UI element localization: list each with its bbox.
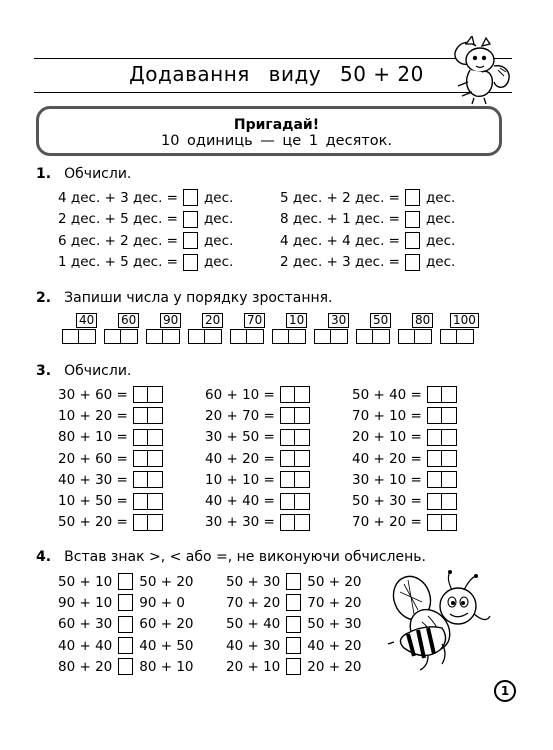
task3-answer-box[interactable]: [442, 514, 457, 531]
task1-answer-box[interactable]: [405, 254, 420, 271]
task3-expression: 40 + 20 =: [352, 450, 422, 467]
task4-sign-box[interactable]: [118, 637, 133, 654]
task1-heading: [36, 163, 131, 182]
task1-expression: 4 дес. + 3 дес. =: [58, 189, 178, 206]
task3-row: [58, 512, 163, 533]
task3-instruction: Обчисли.: [64, 363, 132, 379]
task2-answer-box[interactable]: [205, 329, 222, 344]
task3-answer-box[interactable]: [295, 514, 310, 531]
task3-answer-box[interactable]: [427, 386, 442, 403]
task3-row: [205, 405, 310, 426]
task1-unit: дес.: [203, 254, 234, 271]
task4-heading: [36, 546, 426, 565]
task3-heading: [36, 360, 131, 379]
task3-expression: 10 + 50 =: [58, 493, 128, 510]
task4-row: [58, 635, 194, 656]
task3-answer-box[interactable]: [148, 493, 163, 510]
task3-answer-box[interactable]: [280, 429, 295, 446]
task2-answer-group[interactable]: [104, 329, 138, 344]
task4-left-expression: 50 + 10: [58, 573, 113, 590]
task3-answer-box[interactable]: [442, 450, 457, 467]
task3-answer-group[interactable]: [280, 514, 310, 531]
task4-number: 4.: [36, 549, 52, 565]
task1-row: [58, 252, 233, 274]
task2-answer-box[interactable]: [79, 329, 96, 344]
task3-row: [352, 448, 457, 469]
task1-unit: дес.: [203, 189, 234, 206]
task3-expression: 30 + 10 =: [352, 471, 422, 488]
task3-answer-box[interactable]: [427, 493, 442, 510]
task3-expression: 20 + 10 =: [352, 429, 422, 446]
task2-answer-box[interactable]: [247, 329, 264, 344]
task1-expression: 1 дес. + 5 дес. =: [58, 254, 178, 271]
task4-row: [226, 592, 362, 613]
task4-row: [58, 592, 194, 613]
task1-unit: дес.: [203, 232, 234, 249]
task3-answer-group[interactable]: [280, 471, 310, 488]
task3-expression: 30 + 30 =: [205, 514, 275, 531]
task3-answer-group[interactable]: [427, 386, 457, 403]
task4-row: [58, 571, 194, 592]
task3-answer-box[interactable]: [148, 386, 163, 403]
task3-expression: 20 + 60 =: [58, 450, 128, 467]
task3-answer-box[interactable]: [280, 514, 295, 531]
task3-answer-box[interactable]: [280, 386, 295, 403]
task1-row: [280, 209, 455, 231]
task3-row: [352, 384, 457, 405]
task3-expression: 80 + 10 =: [58, 429, 128, 446]
task4-left-expression: 90 + 10: [58, 594, 113, 611]
task1-row: [280, 187, 455, 209]
task3-answer-box[interactable]: [133, 471, 148, 488]
task3-answer-group[interactable]: [280, 407, 310, 424]
task4-right-expression: 40 + 20: [307, 637, 362, 654]
task1-right-column: [280, 187, 455, 273]
task2-answer-group[interactable]: [272, 329, 306, 344]
task4-left-column: [58, 571, 194, 677]
task2-heading: [36, 287, 333, 306]
task4-right-expression: 70 + 20: [307, 594, 362, 611]
task3-answer-group[interactable]: [427, 493, 457, 510]
task3-answer-box[interactable]: [427, 429, 442, 446]
task3-answer-group[interactable]: [427, 407, 457, 424]
task3-answer-box[interactable]: [295, 471, 310, 488]
task4-left-expression: 50 + 30: [226, 573, 281, 590]
task3-answer-box[interactable]: [280, 407, 295, 424]
task3-answer-box[interactable]: [280, 471, 295, 488]
task2-answer-box[interactable]: [356, 329, 373, 344]
task1-unit: дес.: [425, 211, 456, 228]
task4-right-expression: 20 + 20: [307, 658, 362, 675]
task4-row: [226, 635, 362, 656]
task3-expression: 10 + 10 =: [205, 471, 275, 488]
task3-answer-group[interactable]: [280, 493, 310, 510]
task2-number-box: 90: [160, 313, 181, 328]
task3-answer-box[interactable]: [133, 407, 148, 424]
task2-number: 2.: [36, 290, 52, 306]
task3-answer-box[interactable]: [133, 450, 148, 467]
task4-sign-box[interactable]: [118, 573, 133, 590]
task1-answer-box[interactable]: [405, 189, 420, 206]
task3-row: [205, 448, 310, 469]
task4-right-column: [226, 571, 362, 677]
task3-answer-group[interactable]: [133, 407, 163, 424]
task3-answer-box[interactable]: [295, 386, 310, 403]
task4-right-expression: 90 + 0: [139, 594, 185, 611]
task1-answer-box[interactable]: [183, 211, 198, 228]
task2-number-box: 30: [328, 313, 349, 328]
task2-answer-group[interactable]: [440, 329, 474, 344]
task4-right-expression: 40 + 50: [139, 637, 194, 654]
task3-row: [205, 490, 310, 511]
task2-answer-box[interactable]: [188, 329, 205, 344]
task4-sign-box[interactable]: [286, 616, 301, 633]
task4-sign-box[interactable]: [286, 658, 301, 675]
task1-expression: 2 дес. + 3 дес. =: [280, 254, 400, 271]
task3-answer-group[interactable]: [133, 450, 163, 467]
task2-number-box: 40: [76, 313, 97, 328]
task2-answer-box[interactable]: [440, 329, 457, 344]
task3-expression: 20 + 70 =: [205, 407, 275, 424]
task3-expression: 70 + 20 =: [352, 514, 422, 531]
task3-answer-box[interactable]: [148, 429, 163, 446]
task3-answer-group[interactable]: [133, 493, 163, 510]
task3-expression: 40 + 30 =: [58, 471, 128, 488]
task1-expression: 5 дес. + 2 дес. =: [280, 189, 400, 206]
task3-answer-box[interactable]: [427, 514, 442, 531]
task3-answer-box[interactable]: [427, 450, 442, 467]
task3-answer-group[interactable]: [427, 429, 457, 446]
task1-answer-box[interactable]: [183, 232, 198, 249]
task3-row: [352, 490, 457, 511]
page-number: 1: [494, 680, 516, 702]
task3-expression: 30 + 50 =: [205, 429, 275, 446]
task4-sign-box[interactable]: [118, 658, 133, 675]
task4-instruction: Встав знак >, < або =, не виконуючи обчислень.: [64, 549, 426, 565]
task2-number-box: 10: [286, 313, 307, 328]
task2-answer-box[interactable]: [121, 329, 138, 344]
task3-expression: 10 + 20 =: [58, 407, 128, 424]
task2-number-box: 60: [118, 313, 139, 328]
task3-answer-group[interactable]: [133, 514, 163, 531]
task4-right-expression: 50 + 20: [307, 573, 362, 590]
task4-row: [58, 656, 194, 677]
task3-row: [58, 469, 163, 490]
bee-illustration: [384, 570, 500, 674]
task3-answer-group[interactable]: [133, 471, 163, 488]
task2-number-box: 100: [450, 313, 479, 328]
task3-column-2: [205, 384, 310, 533]
task3-expression: 50 + 30 =: [352, 493, 422, 510]
task3-answer-box[interactable]: [133, 493, 148, 510]
task3-answer-box[interactable]: [442, 407, 457, 424]
task3-answer-group[interactable]: [280, 450, 310, 467]
task2-answer-box[interactable]: [398, 329, 415, 344]
task2-instruction: Запиши числа у порядку зростання.: [64, 290, 333, 306]
task1-row: [280, 230, 455, 252]
task4-row: [226, 614, 362, 635]
task3-column-1: [58, 384, 163, 533]
task1-row: [58, 187, 233, 209]
task3-answer-box[interactable]: [442, 386, 457, 403]
task4-right-expression: 50 + 20: [139, 573, 194, 590]
task3-row: [58, 427, 163, 448]
task2-answer-box[interactable]: [146, 329, 163, 344]
task3-answer-box[interactable]: [295, 429, 310, 446]
task3-answer-box[interactable]: [442, 429, 457, 446]
task3-expression: 70 + 10 =: [352, 407, 422, 424]
task3-expression: 50 + 20 =: [58, 514, 128, 531]
task4-right-expression: 80 + 10: [139, 658, 194, 675]
task3-row: [205, 469, 310, 490]
task1-row: [58, 209, 233, 231]
task1-row: [58, 230, 233, 252]
task3-answer-group[interactable]: [427, 514, 457, 531]
task1-left-column: [58, 187, 233, 273]
task4-right-expression: 60 + 20: [139, 616, 194, 633]
task3-number: 3.: [36, 363, 52, 379]
task2-answer-group[interactable]: [314, 329, 348, 344]
task3-answer-group[interactable]: [280, 386, 310, 403]
task3-row: [205, 512, 310, 533]
task3-row: [205, 427, 310, 448]
task2-answer-box[interactable]: [415, 329, 432, 344]
task4-left-expression: 40 + 30: [226, 637, 281, 654]
task3-row: [352, 405, 457, 426]
task1-unit: дес.: [203, 211, 234, 228]
task3-answer-box[interactable]: [148, 407, 163, 424]
task1-unit: дес.: [425, 189, 456, 206]
task3-answer-box[interactable]: [148, 450, 163, 467]
task2-answer-group[interactable]: [398, 329, 432, 344]
task4-left-expression: 60 + 30: [58, 616, 113, 633]
task2-answer-group[interactable]: [188, 329, 222, 344]
task3-row: [352, 512, 457, 533]
task2-answer-group[interactable]: [356, 329, 390, 344]
remember-title: Пригадай!: [233, 117, 320, 133]
task4-left-expression: 80 + 20: [58, 658, 113, 675]
task1-row: [280, 252, 455, 274]
task3-answer-group[interactable]: [133, 429, 163, 446]
task3-row: [58, 384, 163, 405]
task4-left-expression: 40 + 40: [58, 637, 113, 654]
task2-answer-box[interactable]: [373, 329, 390, 344]
task4-left-expression: 50 + 40: [226, 616, 281, 633]
task2-answer-group[interactable]: [62, 329, 96, 344]
task2-number-box: 80: [412, 313, 433, 328]
task1-expression: 4 дес. + 4 дес. =: [280, 232, 400, 249]
task3-expression: 40 + 40 =: [205, 493, 275, 510]
task3-answer-box[interactable]: [148, 514, 163, 531]
task3-expression: 60 + 10 =: [205, 386, 275, 403]
task2-number-box: 20: [202, 313, 223, 328]
task1-instruction: Обчисли.: [64, 166, 132, 182]
task1-unit: дес.: [425, 254, 456, 271]
task3-answer-group[interactable]: [133, 386, 163, 403]
task3-column-3: [352, 384, 457, 533]
task3-answer-box[interactable]: [427, 407, 442, 424]
task2-answer-group[interactable]: [230, 329, 264, 344]
task4-sign-box[interactable]: [286, 594, 301, 611]
task4-sign-box[interactable]: [286, 637, 301, 654]
task2-answer-box[interactable]: [314, 329, 331, 344]
task3-expression: 50 + 40 =: [352, 386, 422, 403]
task2-answer-box[interactable]: [331, 329, 348, 344]
task3-expression: 40 + 20 =: [205, 450, 275, 467]
task1-unit: дес.: [425, 232, 456, 249]
task3-answer-box[interactable]: [427, 471, 442, 488]
squirrel-illustration: [438, 36, 516, 106]
task2-answer-box[interactable]: [62, 329, 79, 344]
task3-row: [352, 469, 457, 490]
task1-answer-box[interactable]: [183, 254, 198, 271]
task3-row: [205, 384, 310, 405]
task3-answer-group[interactable]: [280, 429, 310, 446]
task3-answer-box[interactable]: [133, 514, 148, 531]
task4-left-expression: 70 + 20: [226, 594, 281, 611]
task1-answer-box[interactable]: [405, 232, 420, 249]
task3-row: [352, 427, 457, 448]
task2-answer-group[interactable]: [146, 329, 180, 344]
task1-expression: 8 дес. + 1 дес. =: [280, 211, 400, 228]
task4-row: [226, 571, 362, 592]
task1-expression: 2 дес. + 5 дес. =: [58, 211, 178, 228]
task1-answer-box[interactable]: [183, 189, 198, 206]
task3-row: [58, 405, 163, 426]
task3-answer-box[interactable]: [442, 493, 457, 510]
task2-answer-box[interactable]: [272, 329, 289, 344]
task3-answer-group[interactable]: [427, 450, 457, 467]
task4-right-expression: 50 + 30: [307, 616, 362, 633]
task3-answer-box[interactable]: [280, 493, 295, 510]
task3-row: [58, 448, 163, 469]
title-expression: 50 + 20: [339, 62, 424, 86]
task4-row: [226, 656, 362, 677]
task3-answer-box[interactable]: [295, 407, 310, 424]
task2-answer-box[interactable]: [289, 329, 306, 344]
task2-answer-box[interactable]: [163, 329, 180, 344]
task4-sign-box[interactable]: [286, 573, 301, 590]
task3-answer-box[interactable]: [133, 429, 148, 446]
task1-expression: 6 дес. + 2 дес. =: [58, 232, 178, 249]
task3-answer-box[interactable]: [295, 493, 310, 510]
task3-answer-box[interactable]: [442, 471, 457, 488]
task4-row: [58, 614, 194, 635]
task2-number-box: 70: [244, 313, 265, 328]
task4-sign-box[interactable]: [118, 616, 133, 633]
task3-expression: 30 + 60 =: [58, 386, 128, 403]
task3-answer-box[interactable]: [295, 450, 310, 467]
title-word-2: виду: [268, 62, 322, 86]
task2-number-box: 50: [370, 313, 391, 328]
task3-answer-box[interactable]: [148, 471, 163, 488]
task2-answer-box[interactable]: [230, 329, 247, 344]
task4-left-expression: 20 + 10: [226, 658, 281, 675]
task3-answer-group[interactable]: [427, 471, 457, 488]
task1-number: 1.: [36, 166, 52, 182]
task3-answer-box[interactable]: [133, 386, 148, 403]
task2-answer-box[interactable]: [457, 329, 474, 344]
title-word-1: Додавання: [129, 62, 250, 86]
task2-answer-box[interactable]: [104, 329, 121, 344]
task3-row: [58, 490, 163, 511]
task3-answer-box[interactable]: [280, 450, 295, 467]
remember-text: 10 одиниць — це 1 десяток.: [161, 133, 392, 149]
task4-sign-box[interactable]: [118, 594, 133, 611]
task1-answer-box[interactable]: [405, 211, 420, 228]
